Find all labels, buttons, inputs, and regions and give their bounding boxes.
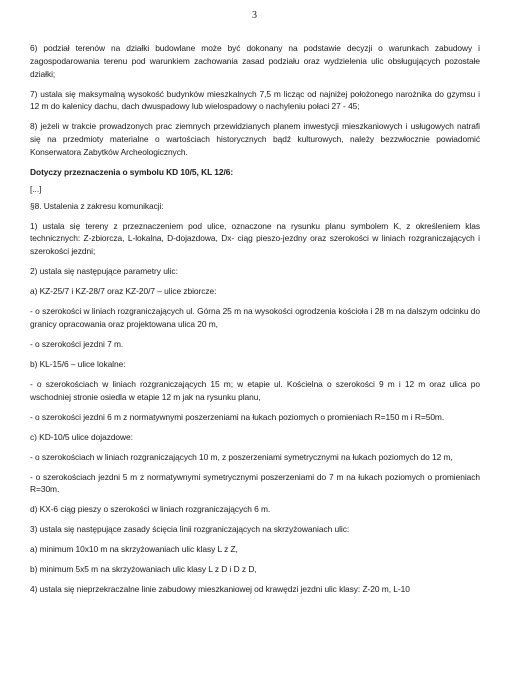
paragraph-s8-2c-lane: - o szerokościach jezdni 5 m z normatywnymi symetrycznymi poszerzeniami do 7 m na łukach poziomych o promieniach R=30m. (30, 471, 480, 495)
paragraph-s8-2c: c) KD-10/5 ulice dojazdowe: (30, 431, 133, 442)
paragraph-s8-1: 1) ustala się tereny z przeznaczeniem pod ulice, oznaczone na rysunku planu symbolem K, z określeniem klas technicznych: Z-zbiorcza, L-lokalna, D-dojazdowa, Dx- ciąg pieszo-jezdny oraz szerokości w liniach rozgraniczających i szerokości jezdni; (30, 220, 480, 257)
section-heading: Dotyczy przeznaczenia o symbolu KD 10/5, KL 12/6: (30, 166, 234, 177)
paragraph-s8-title: §8. Ustalenia z zakresu komunikacji: (30, 200, 164, 211)
paragraph-s8-2b-width: - o szerokościach w liniach rozgraniczających 15 m; w etapie ul. Kościelna o szerokości 9 m i 12 m oraz ulica po wschodniej stronie osiedla w etapie 12 m jak na rysunku planu, (30, 378, 480, 402)
paragraph-s8-3: 3) ustala się następujące zasady ścięcia linii rozgraniczających na skrzyżowaniach ulic: (30, 524, 350, 535)
paragraph-s8-2a-width: - o szerokości w liniach rozgraniczających ul. Górna 25 m na wysokości ogrodzenia kościoła i 28 m na dalszym odcinku do granicy opracowania oraz projektowana ulica 20 m, (30, 306, 480, 329)
paragraph-s8-2c-width: - o szerokościach w liniach rozgraniczających 10 m, z poszerzeniami symetrycznymi na łukach poziomych do 12 m, (30, 451, 453, 462)
paragraph-7: 7) ustala się maksymalną wysokość budynków mieszkalnych 7,5 m licząc od najniżej położonego narożnika do gzymsu i 12 m do kalenicy dachu, dach dwuspadowy lub wielospadowy o nachyleniu połaci 27 - 45; (30, 88, 480, 112)
paragraph-6: 6) podział terenów na działki budowlane może być dokonany na podstawie decyzji o warunkach zabudowy i zagospodarowania terenu pod warunkiem zachowania zasad podziału oraz wydzielenia ulic obsługujących pozostałe działki; (30, 43, 480, 79)
paragraph-s8-3a: a) minimum 10x10 m na skrzyżowaniach ulic klasy L z Z, (30, 544, 238, 555)
page-number: 3 (252, 10, 257, 21)
paragraph-s8-2b-lane: - o szerokości jezdni 6 m z normatywnymi poszerzeniami na łukach poziomych o promieniach R=150 m i R=50m. (30, 411, 445, 422)
paragraph-8: 8) jeżeli w trakcie prowadzonych prac ziemnych przewidzianych planem inwestycji mieszkaniowych i usługowych natrafi się na przedmioty materialne o wartościach historycznych bądź kulturowych, należy bezzwłocznie powiadomić Konserwatora Zabytków Archeologicznych. (30, 121, 480, 157)
document-body (30, 42, 480, 603)
paragraph-s8-2b: b) KL-15/6 – ulice lokalne: (30, 358, 126, 369)
paragraph-s8-2d: d) KX-6 ciąg pieszy o szerokości w liniach rozgraniczających 6 m. (30, 504, 271, 515)
paragraph-s8-2a: a) KZ-25/7 i KZ-28/7 oraz KZ-20/7 – ulice zbiorcze: (30, 286, 217, 297)
paragraph-s8-2: 2) ustala się następujące parametry ulic: (30, 266, 178, 277)
paragraph-s8-4: 4) ustala się nieprzekraczalne linie zabudowy mieszkaniowej od krawędzi jezdni ulic klasy: Z-20 m, L-10 (30, 584, 410, 595)
paragraph-s8-3b: b) minimum 5x5 m na skrzyżowaniach ulic klasy L z D i D z D, (30, 564, 257, 575)
paragraph-s8-2a-lane: - o szerokości jezdni 7 m. (30, 338, 124, 349)
ellipsis-marker: [...] (30, 183, 42, 194)
